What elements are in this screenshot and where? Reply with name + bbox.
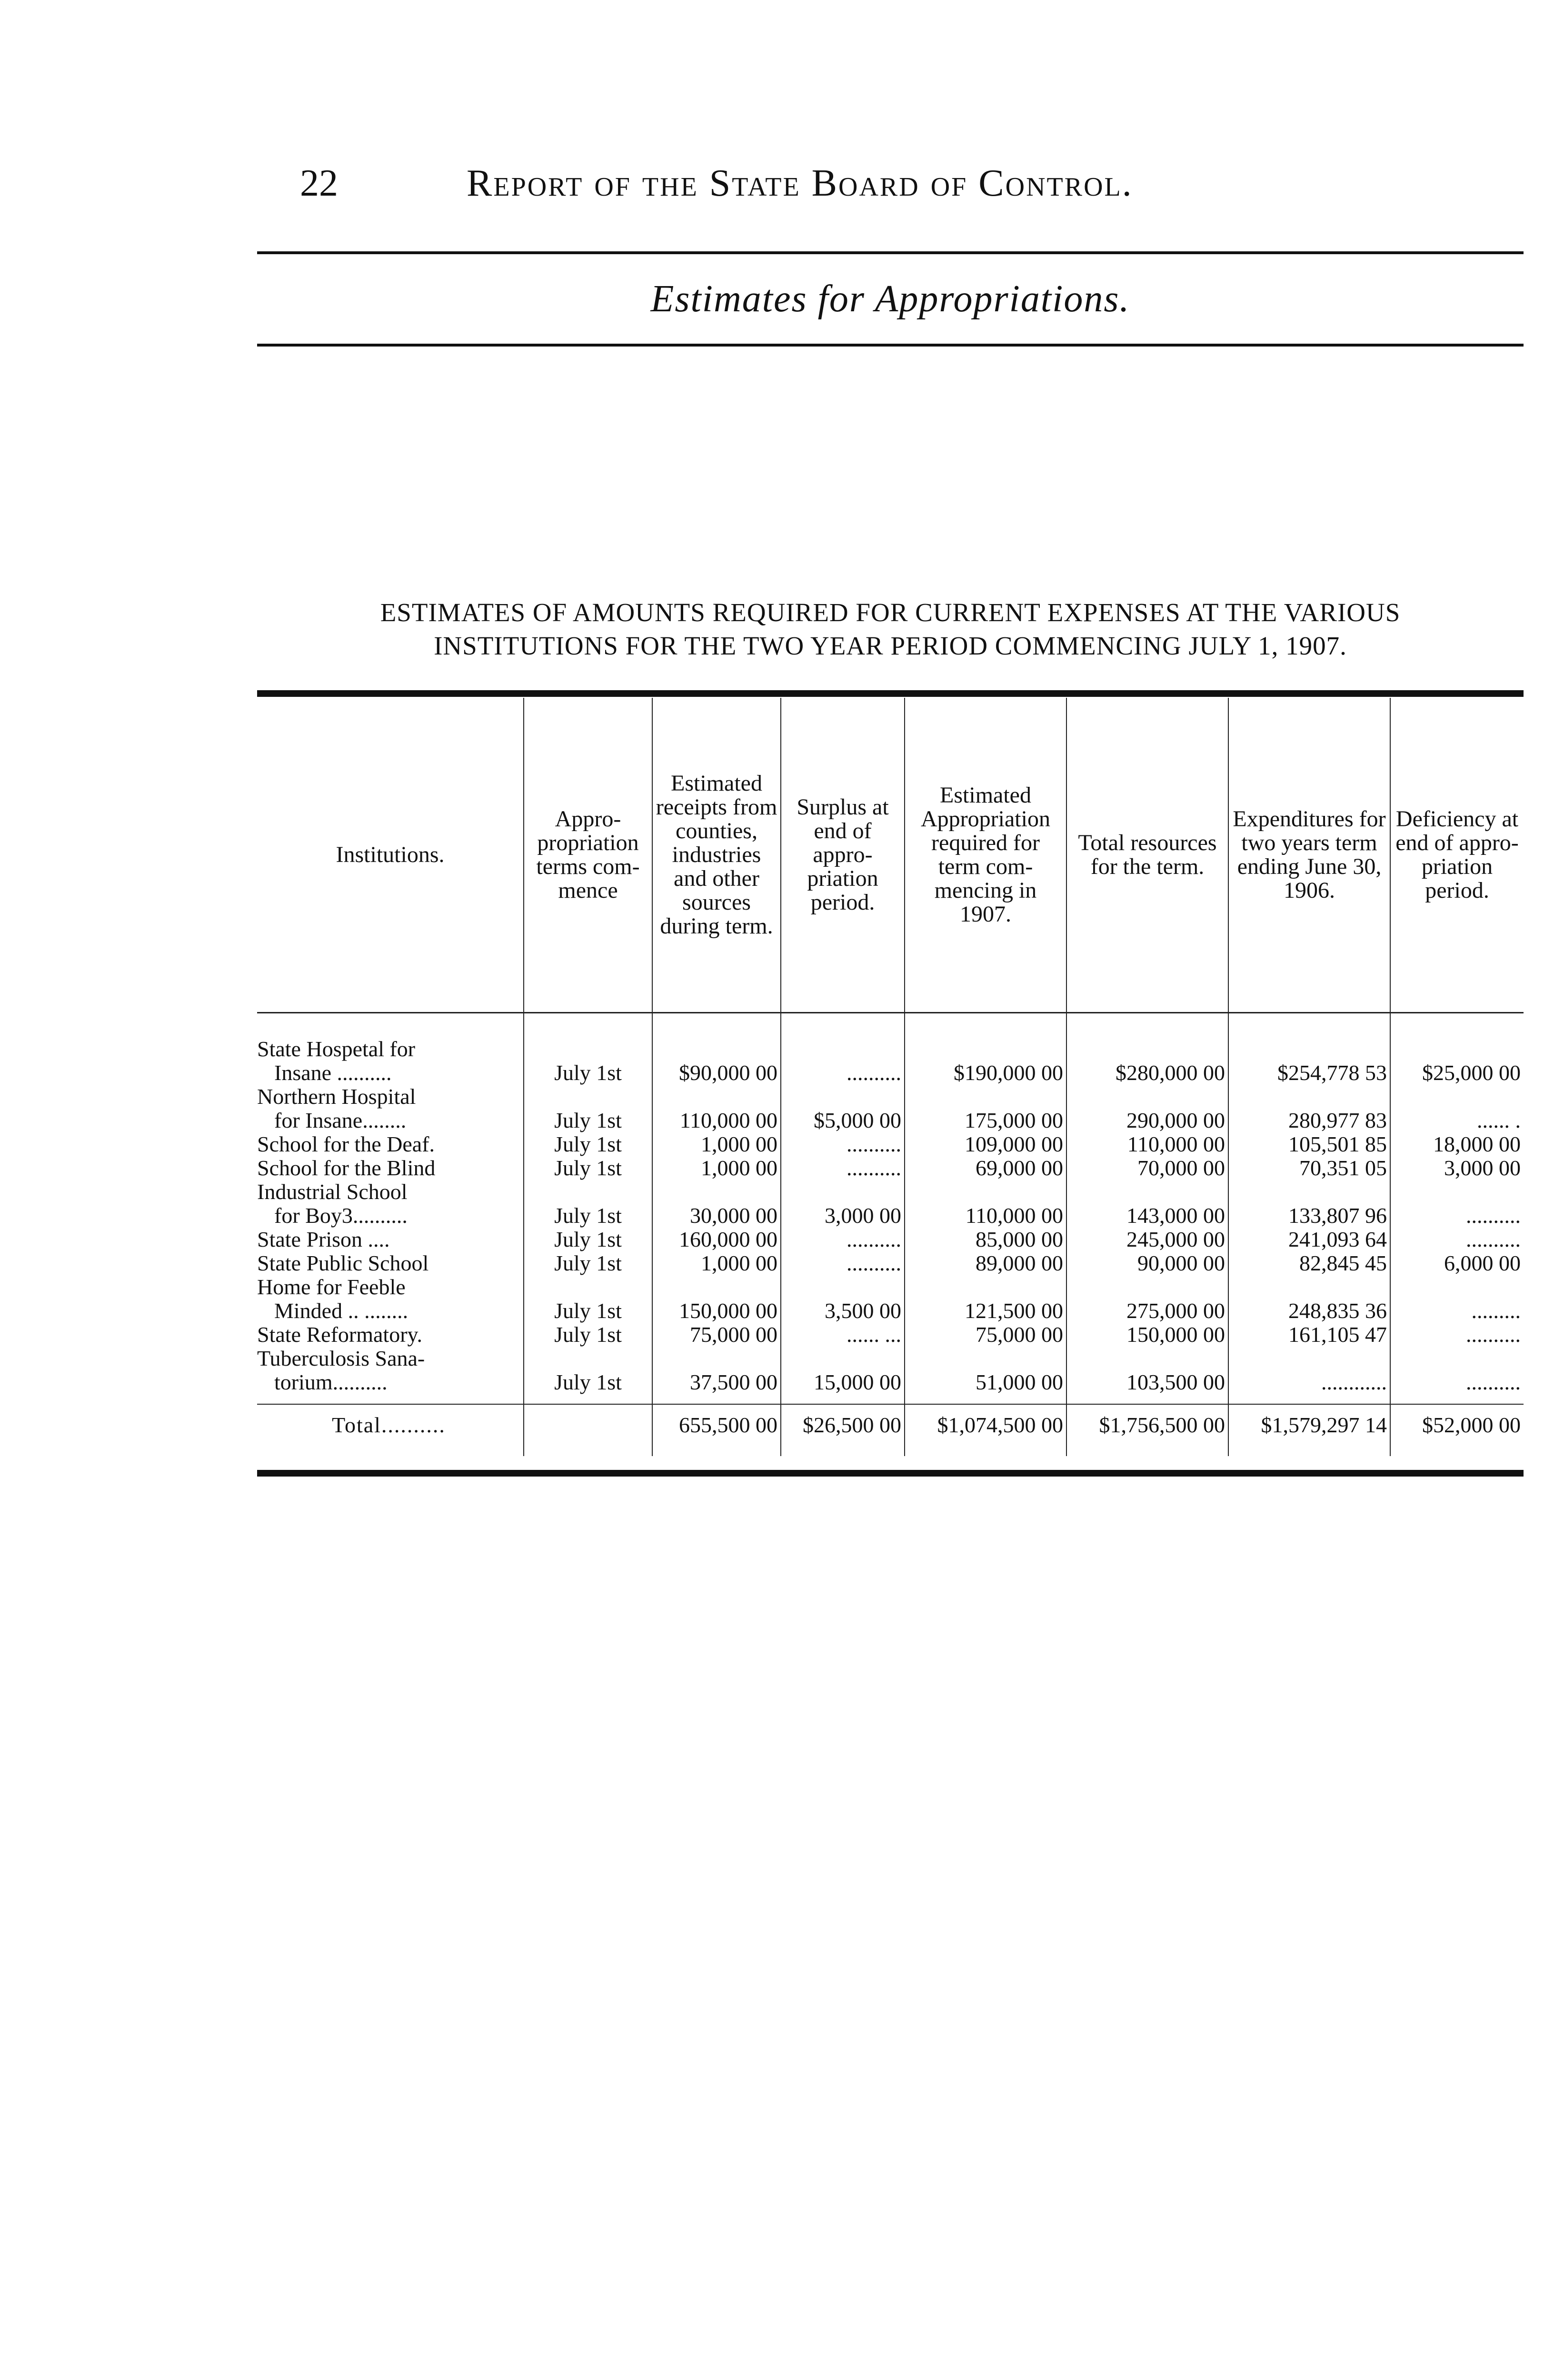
receipts-cell: $90,000 00 xyxy=(652,1013,781,1085)
institution-name-line-1: Tuberculosis Sana- xyxy=(257,1346,425,1370)
table-row xyxy=(257,1180,1524,1228)
table-row xyxy=(257,1156,1524,1180)
institution-name-line-2: for Insane........ xyxy=(274,1108,407,1132)
institution-cell xyxy=(257,1156,524,1180)
estimates-table-container xyxy=(257,698,1524,1469)
header-expenditures: Expenditures for two years term ending June 30, 1906. xyxy=(1228,698,1390,1013)
commence-cell: July 1st xyxy=(524,1132,652,1156)
receipts-cell: 37,500 00 xyxy=(652,1347,781,1404)
receipts-cell: 1,000 00 xyxy=(652,1132,781,1156)
institution-name-line-1: Northern Hospital xyxy=(257,1084,416,1109)
commence-cell: July 1st xyxy=(524,1347,652,1404)
expenditures-cell: 82,845 45 xyxy=(1228,1251,1390,1275)
estimated-cell: 85,000 00 xyxy=(905,1228,1066,1251)
total-resources-cell: 90,000 00 xyxy=(1066,1251,1228,1275)
running-head: Report of the State Board of Control. xyxy=(467,162,1133,204)
commence-cell: July 1st xyxy=(524,1323,652,1347)
expenditures-cell: 161,105 47 xyxy=(1228,1323,1390,1347)
top-rule xyxy=(257,251,1524,254)
estimated-cell: $190,000 00 xyxy=(905,1013,1066,1085)
total-resources-cell: 245,000 00 xyxy=(1066,1228,1228,1251)
total-estimated-cell: $1,074,500 00 xyxy=(905,1404,1066,1456)
receipts-cell: 1,000 00 xyxy=(652,1156,781,1180)
page-number: 22 xyxy=(300,162,338,204)
deficiency-cell: $25,000 00 xyxy=(1390,1013,1524,1085)
estimated-cell: 69,000 00 xyxy=(905,1156,1066,1180)
total-commence-cell xyxy=(524,1404,652,1456)
table-row xyxy=(257,1085,1524,1132)
surplus-cell: .......... xyxy=(781,1228,905,1251)
institution-cell xyxy=(257,1275,524,1323)
total-row xyxy=(257,1404,1524,1456)
deficiency-cell: .......... xyxy=(1390,1180,1524,1228)
commence-cell: July 1st xyxy=(524,1085,652,1132)
receipts-cell: 30,000 00 xyxy=(652,1180,781,1228)
total-expenditures-cell: $1,579,297 14 xyxy=(1228,1404,1390,1456)
institution-cell xyxy=(257,1347,524,1404)
institution-name-line-1: Industrial School xyxy=(257,1180,408,1204)
table-row xyxy=(257,1013,1524,1085)
table-header-row xyxy=(257,698,1524,1013)
deficiency-cell: 3,000 00 xyxy=(1390,1156,1524,1180)
total-label: Total.......... xyxy=(257,1404,524,1456)
header-total-resources: Total resources for the term. xyxy=(1066,698,1228,1013)
surplus-cell: .......... xyxy=(781,1251,905,1275)
total-resources-total-cell: $1,756,500 00 xyxy=(1066,1404,1228,1456)
institution-cell xyxy=(257,1013,524,1085)
table-top-rule xyxy=(257,690,1524,697)
deficiency-cell: ...... . xyxy=(1390,1085,1524,1132)
commence-cell: July 1st xyxy=(524,1228,652,1251)
total-resources-cell: 103,500 00 xyxy=(1066,1347,1228,1404)
commence-cell: July 1st xyxy=(524,1013,652,1085)
deficiency-cell: ......... xyxy=(1390,1275,1524,1323)
expenditures-cell: 241,093 64 xyxy=(1228,1228,1390,1251)
deficiency-cell: .......... xyxy=(1390,1347,1524,1404)
total-resources-cell: 110,000 00 xyxy=(1066,1132,1228,1156)
deficiency-cell: 18,000 00 xyxy=(1390,1132,1524,1156)
surplus-cell: .......... xyxy=(781,1156,905,1180)
expenditures-cell: 105,501 85 xyxy=(1228,1132,1390,1156)
page-header xyxy=(300,157,1347,209)
estimated-cell: 110,000 00 xyxy=(905,1180,1066,1228)
institution-name-line-1: State Hospetal for xyxy=(257,1037,416,1061)
header-estimated-receipts: Estimated receipts from counties, industries and other sources during term. xyxy=(652,698,781,1013)
receipts-cell: 1,000 00 xyxy=(652,1251,781,1275)
surplus-cell: ...... ... xyxy=(781,1323,905,1347)
receipts-cell: 75,000 00 xyxy=(652,1323,781,1347)
expenditures-cell: 133,807 96 xyxy=(1228,1180,1390,1228)
institution-name-line-1: Home for Feeble xyxy=(257,1275,406,1299)
estimated-cell: 175,000 00 xyxy=(905,1085,1066,1132)
surplus-cell: .......... xyxy=(781,1013,905,1085)
surplus-cell: 15,000 00 xyxy=(781,1347,905,1404)
receipts-cell: 160,000 00 xyxy=(652,1228,781,1251)
institution-cell xyxy=(257,1085,524,1132)
section-rule xyxy=(257,344,1524,347)
table-caption xyxy=(252,596,1528,663)
commence-cell: July 1st xyxy=(524,1251,652,1275)
estimated-cell: 121,500 00 xyxy=(905,1275,1066,1323)
institution-cell xyxy=(257,1132,524,1156)
table-row xyxy=(257,1275,1524,1323)
table-row xyxy=(257,1323,1524,1347)
table-caption-line-2: INSTITUTIONS FOR THE TWO YEAR PERIOD COMMENCING JULY 1, 1907. xyxy=(434,631,1347,660)
header-estimated-appropriation: Estimated Appropriation required for term commencing in 1907. xyxy=(905,698,1066,1013)
institution-name-line-1: School for the Blind xyxy=(257,1156,436,1180)
institution-cell xyxy=(257,1251,524,1275)
institution-cell xyxy=(257,1323,524,1347)
total-receipts-cell: 655,500 00 xyxy=(652,1404,781,1456)
commence-cell: July 1st xyxy=(524,1156,652,1180)
surplus-cell: .......... xyxy=(781,1132,905,1156)
expenditures-cell: ............ xyxy=(1228,1347,1390,1404)
institution-name-line-1: School for the Deaf. xyxy=(257,1132,435,1156)
institution-cell xyxy=(257,1228,524,1251)
total-resources-cell: 275,000 00 xyxy=(1066,1275,1228,1323)
expenditures-cell: 70,351 05 xyxy=(1228,1156,1390,1180)
total-resources-cell: 70,000 00 xyxy=(1066,1156,1228,1180)
expenditures-cell: 248,835 36 xyxy=(1228,1275,1390,1323)
total-resources-cell: $280,000 00 xyxy=(1066,1013,1228,1085)
expenditures-cell: 280,977 83 xyxy=(1228,1085,1390,1132)
table-row xyxy=(257,1132,1524,1156)
institution-name-line-1: State Reformatory. xyxy=(257,1322,423,1347)
estimated-cell: 89,000 00 xyxy=(905,1251,1066,1275)
total-resources-cell: 290,000 00 xyxy=(1066,1085,1228,1132)
estimated-cell: 75,000 00 xyxy=(905,1323,1066,1347)
commence-cell: July 1st xyxy=(524,1275,652,1323)
receipts-cell: 150,000 00 xyxy=(652,1275,781,1323)
table-row xyxy=(257,1347,1524,1404)
commence-cell: July 1st xyxy=(524,1180,652,1228)
institution-name-line-2: Minded .. ........ xyxy=(274,1299,408,1323)
section-title: Estimates for Appropriations. xyxy=(650,278,1130,320)
institution-name-line-2: torium.......... xyxy=(274,1370,388,1394)
institution-name-line-1: State Prison .... xyxy=(257,1227,390,1251)
institution-name-line-1: State Public School xyxy=(257,1251,429,1275)
table-row xyxy=(257,1251,1524,1275)
deficiency-cell: .......... xyxy=(1390,1323,1524,1347)
deficiency-cell: 6,000 00 xyxy=(1390,1251,1524,1275)
total-resources-cell: 150,000 00 xyxy=(1066,1323,1228,1347)
header-appropriation-terms: Appropropriation terms commence xyxy=(524,698,652,1013)
institution-name-line-2: Insane .......... xyxy=(274,1061,392,1085)
header-institutions: Institutions. xyxy=(257,698,524,1013)
estimates-table xyxy=(257,698,1524,1456)
total-surplus-cell: $26,500 00 xyxy=(781,1404,905,1456)
receipts-cell: 110,000 00 xyxy=(652,1085,781,1132)
surplus-cell: 3,000 00 xyxy=(781,1180,905,1228)
total-deficiency-cell: $52,000 00 xyxy=(1390,1404,1524,1456)
table-row xyxy=(257,1228,1524,1251)
header-surplus: Surplus at end of appropriation period. xyxy=(781,698,905,1013)
table-bottom-rule xyxy=(257,1470,1524,1477)
deficiency-cell: .......... xyxy=(1390,1228,1524,1251)
institution-cell xyxy=(257,1180,524,1228)
institution-name-line-2: for Boy3.......... xyxy=(274,1203,408,1228)
header-deficiency: Deficiency at end of appropriation period. xyxy=(1390,698,1524,1013)
expenditures-cell: $254,778 53 xyxy=(1228,1013,1390,1085)
table-caption-line-1: ESTIMATES OF AMOUNTS REQUIRED FOR CURRENT EXPENSES AT THE VARIOUS xyxy=(380,598,1401,627)
surplus-cell: $5,000 00 xyxy=(781,1085,905,1132)
estimated-cell: 51,000 00 xyxy=(905,1347,1066,1404)
estimated-cell: 109,000 00 xyxy=(905,1132,1066,1156)
total-resources-cell: 143,000 00 xyxy=(1066,1180,1228,1228)
surplus-cell: 3,500 00 xyxy=(781,1275,905,1323)
